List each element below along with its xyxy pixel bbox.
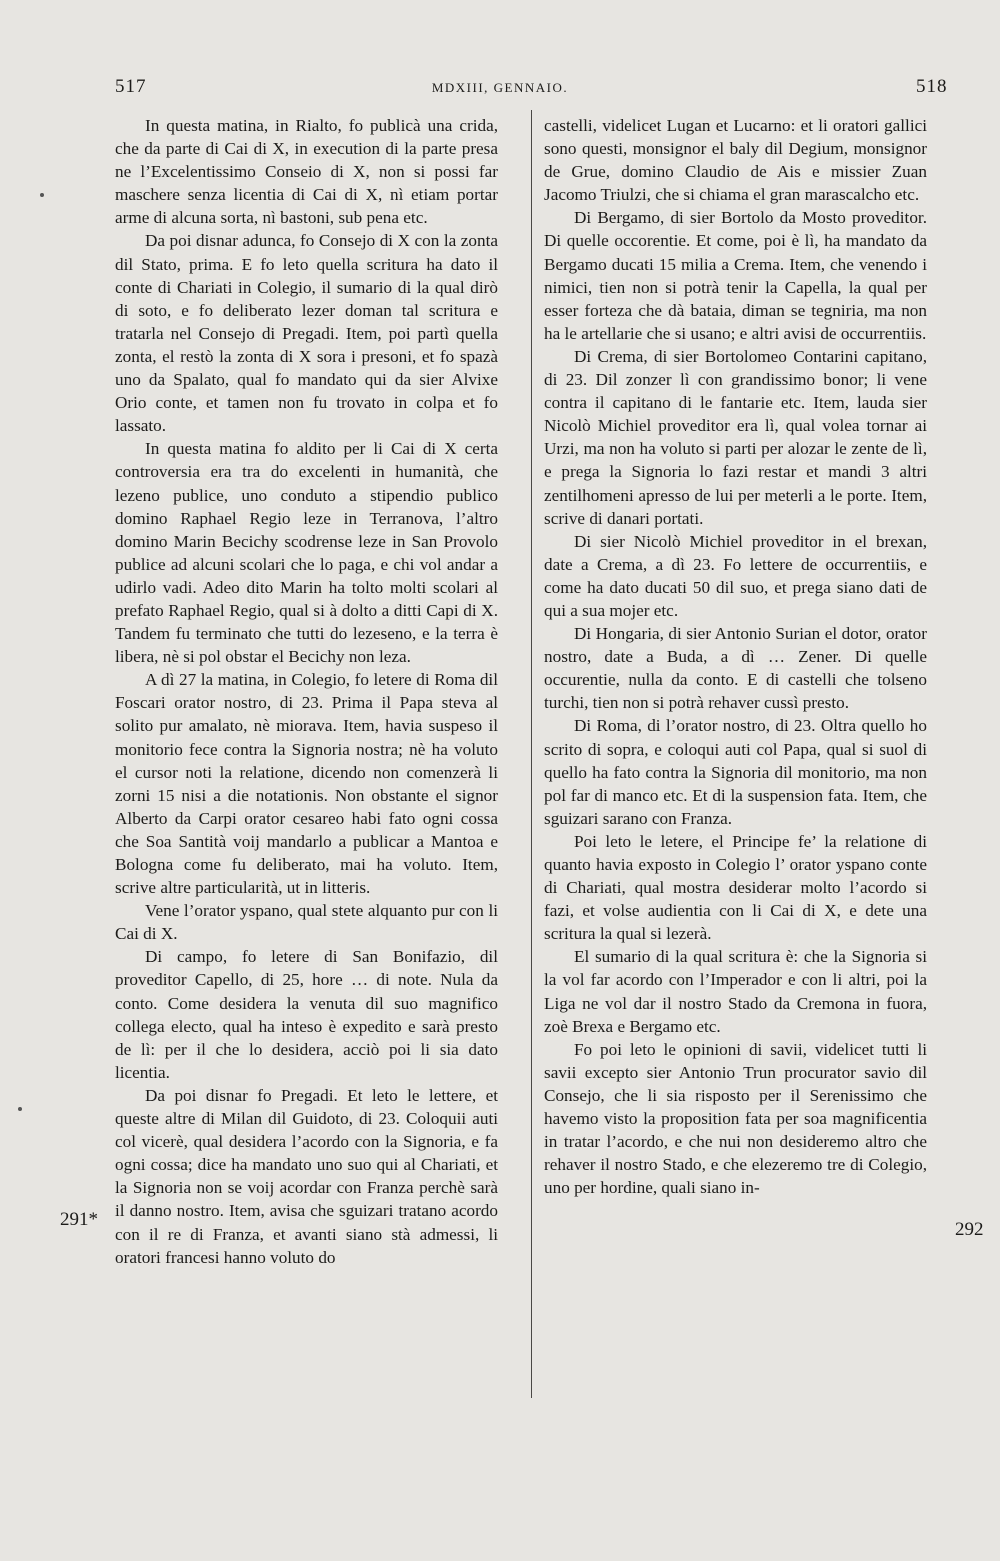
paragraph: El sumario di la qual scritura è: che la Signoria si la vol far acordo con l’Imperador e con li altri, poi la Liga ne vol dar il nostro Stado da Cremona in fuora, zoè Brexa e Bergamo etc. [544,947,927,1036]
paragraph: Di campo, fo letere di San Bonifazio, dil proveditor Capello, di 25, hore … di note. Nula da conto. Come desidera la venuta dil suo magnifico collega electo, qual ha inteso è expedito e sarà presto de lì: per il che lo desidera, acciò poi li sia dato licentia. [115,947,498,1082]
paragraph: Fo poi leto le opinioni di savii, videlicet tutti li savii excepto sier Antonio Trun procurator savio dil Consejo, che li sia risposto per il Serenissimo che havemo visto la proposition fata per soa magnificentia in tratar l’acordo, e che nui non desideremo altro che rehaver il nostro Stado, e che elezeremo tre di Colegio, uno per hordine, quali siano in- [544,1039,927,1198]
speck-mark [40,193,44,197]
paragraph: castelli, videlicet Lugan et Lucarno: et li oratori gallici sono questi, monsignor el baly dil Degium, monsignor de Grue, domino Claudio de Ais e missier Zuan Jacomo Triulzi, che si chiama el gran marascalcho etc. [544,116,927,205]
page-number-left: 517 [115,76,147,97]
paragraph: Da poi disnar adunca, fo Consejo di X con la zonta dil Stato, prima. E fo leto quella scritura ha dato il conte di Chariati in Colegio, il sumario di la qual dirò di soto, e fo deliberato lezer doman tal scritura e tratarla nel Consejo di Pregadi. Item, poi partì quella zonta, el restò la zonta di X sora i presoni, et fo spazà uno da Spalato, qual fo mandato qui da sier Alvixe Orio conte, et tamen non fu trovato in colpa et fo lassato. [115,231,498,436]
page-number-right: 518 [916,76,948,97]
paragraph: In questa matina fo aldito per li Cai di X certa controversia era tra do excelenti in humanità, che lezeno publice, uno conduto a stipendio publico domino Raphael Regio leze in Terranova, l’altro domino Marin Becichy scodrense leze in San Provolo publice ad alcuni scolari che lo paga, e chi vol andar a udirlo vadi. Adeo dito Marin ha tolto molti scolari al prefato Raphael Regio, qual si à dolto a ditti Capi di X. Tandem fu terminato che tutti do lezeseno, e la terra è libera, nè si pol obstar el Becichy non leza. [115,439,498,667]
speck-mark [18,1107,22,1111]
paragraph: Di sier Nicolò Michiel proveditor in el brexan, date a Crema, a dì 23. Fo lettere de occurrentiis, e come ha dato ducati 50 dil suo, et prega siano dati de qui a sua mojer etc. [544,531,927,620]
paragraph: Vene l’orator yspano, qual stete alquanto pur con li Cai di X. [115,901,498,944]
right-column [544,114,927,1199]
paragraph: Da poi disnar fo Pregadi. Et leto le lettere, et queste altre di Milan dil Guidoto, di 23. Coloquii auti col vicerè, qual desidera l’acordo con la Signoria, e fa ogni cossa; dice ha mandato uno suo qui al Chariati, et la Signoria non se voij acordar con Franza perchè sarà il danno nostro. Item, avisa che sguizari tratano acordo con il re di Franza, et avanti siano stà admessi, li oratori francesi hanno voluto do [115,1085,498,1267]
paragraph: Di Bergamo, di sier Bortolo da Mosto proveditor. Di quelle occorentie. Et come, poi è lì, ha mandato da Bergamo ducati 15 milia a Crema. Item, che venendo i nimici, tien non si potrà tenir la Capella, la qual per esser forteza che dà bataia, diman se tegniria, ma non ha le artellarie che si usano; e altri avisi de occurrentiis. [544,208,927,343]
margin-number-left: 291* [60,1209,98,1230]
column-divider [531,110,532,1398]
margin-number-right: 292 [955,1219,984,1240]
running-header: MDXIII, GENNAIO. [431,80,569,95]
paragraph: Di Crema, di sier Bortolomeo Contarini capitano, di 23. Dil zonzer lì con grandissimo bonor; li vene contra il capitano di le fantarie etc. Item, lauda sier Nicolò Michiel proveditor era lì, qual volea tornar ai Urzi, ma non ha voluto si parti per alozar le zente de lì, e prega la Signoria lo fazi restar et mandi 3 altri zentilhomeni apresso de lui per meterli a le porte. Item, scrive di danari portati. [544,346,927,528]
paragraph: In questa matina, in Rialto, fo publicà una crida, che da parte di Cai di X, in execution di la parte presa ne l’Excelentissimo Conseio di X, non si possi far maschere senza licentia di Cai di X, nì etiam portar arme di alcuna sorta, nì bastoni, sub pena etc. [115,116,498,228]
paragraph: A dì 27 la matina, in Colegio, fo letere di Roma dil Foscari orator nostro, di 23. Prima il Papa steva al solito pur amalato, nè miorava. Item, havia suspeso il monitorio fece contra la Signoria nostra; nè ha voluto el cursor noti la relatione, dicendo non comenzerà li zorni 15 nisi a die notationis. Non obstante el signor Alberto da Carpi orator cesareo habi fato ogni cossa che Soa Santità voij mandarlo a publicar a Mantoa e Bologna come fu deliberato, mai ha voluto. Item, scrive altre particularità, ut in litteris. [115,670,498,898]
left-column [115,114,498,1269]
paragraph: Di Hongaria, di sier Antonio Surian el dotor, orator nostro, date a Buda, a dì … Zener. Di quelle occurentie, nulla da conto. E di castelli che tolseno turchi, tien non si potrà rehaver cussì presto. [544,624,927,713]
paragraph: Di Roma, di l’orator nostro, di 23. Oltra quello ho scrito di sopra, e coloqui auti col Papa, qual si suol di quello ha fato contra la Signoria dil monitorio, ma non pol far di manco etc. Et di la suspension fata. Item, che sguizari sarano con Franza. [544,716,927,828]
paragraph: Poi leto le letere, el Principe fe’ la relatione di quanto havia exposto in Colegio l’ orator yspano conte di Chariati, qual mostra desiderar molto l’acordo si fazi, et volse audientia con li Cai di X, e dete una scritura la qual si lezerà. [544,831,927,944]
